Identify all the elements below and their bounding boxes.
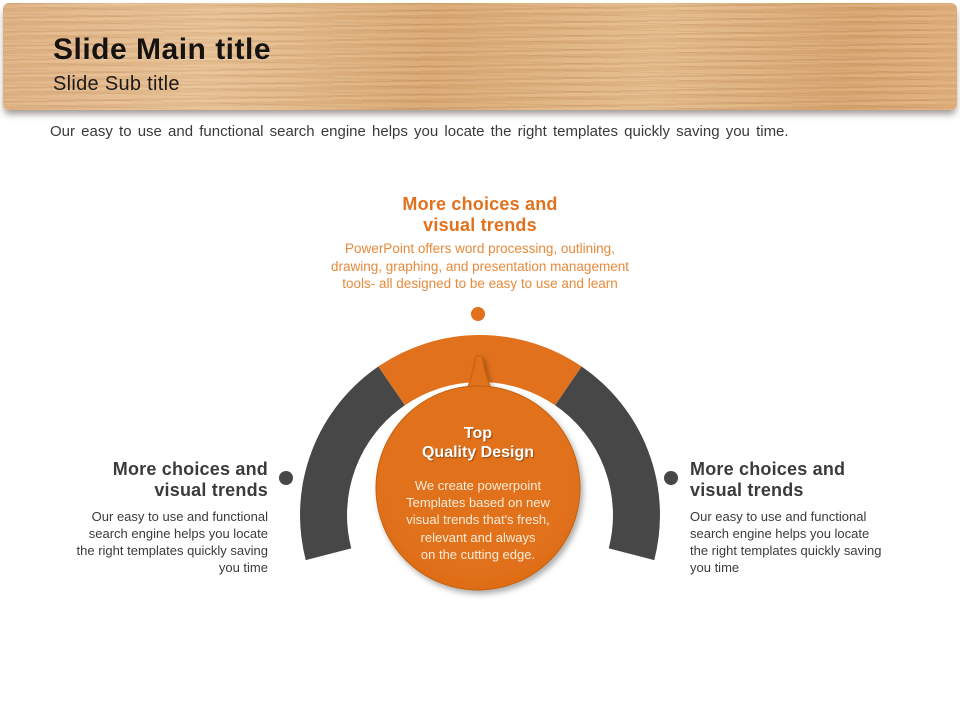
right-desc-line3: the right templates quickly saving [690, 543, 882, 558]
bubble-body-line5: on the cutting edge. [420, 546, 536, 562]
top-desc-line2: drawing, graphing, and presentation management [331, 258, 629, 274]
top-heading-line2: visual trends [423, 215, 537, 235]
right-label-block [690, 459, 940, 576]
top-heading-line1: More choices and [402, 194, 558, 214]
top-marker-dot [471, 307, 485, 321]
right-desc-line2: search engine helps you locate [690, 526, 870, 541]
left-heading-line1: More choices and [112, 459, 268, 479]
top-desc-line3: tools- all designed to be easy to use and learn [342, 276, 618, 291]
right-desc-line4: you time [690, 560, 740, 575]
bubble-body-line3: visual trends that's fresh, [406, 512, 550, 528]
bubble-body [382, 477, 574, 563]
right-marker-dot [664, 471, 678, 485]
left-description [28, 508, 268, 576]
right-description [690, 508, 940, 576]
bubble-title-line2: Quality Design [421, 444, 535, 461]
right-heading-line1: More choices and [690, 459, 846, 479]
bubble-title [382, 424, 574, 462]
intro-text: Our easy to use and functional search engine helps you locate the right templates quickly saving you time. [50, 123, 789, 140]
left-heading [28, 459, 268, 501]
center-bubble-text [382, 424, 574, 563]
left-desc-line3: the right templates quickly saving [76, 543, 268, 558]
left-label-block [28, 459, 268, 576]
page-title: Slide Main title [53, 33, 272, 66]
top-desc-line1: PowerPoint offers word processing, outlining, [345, 241, 615, 256]
bubble-body-line4: relevant and always [420, 529, 536, 545]
left-heading-line2: visual trends [154, 480, 268, 500]
bubble-body-line2: Templates based on new [406, 495, 550, 511]
left-desc-line4: you time [218, 560, 268, 575]
right-heading [690, 459, 940, 501]
bubble-body-line1: We create powerpoint [414, 478, 542, 493]
right-desc-line1: Our easy to use and functional [690, 509, 867, 524]
left-desc-line2: search engine helps you locate [88, 526, 268, 541]
left-desc-line1: Our easy to use and functional [91, 509, 268, 524]
page-subtitle: Slide Sub title [53, 73, 180, 95]
bubble-title-line1: Top [463, 425, 493, 442]
right-heading-line2: visual trends [690, 480, 804, 500]
left-marker-dot [279, 471, 293, 485]
